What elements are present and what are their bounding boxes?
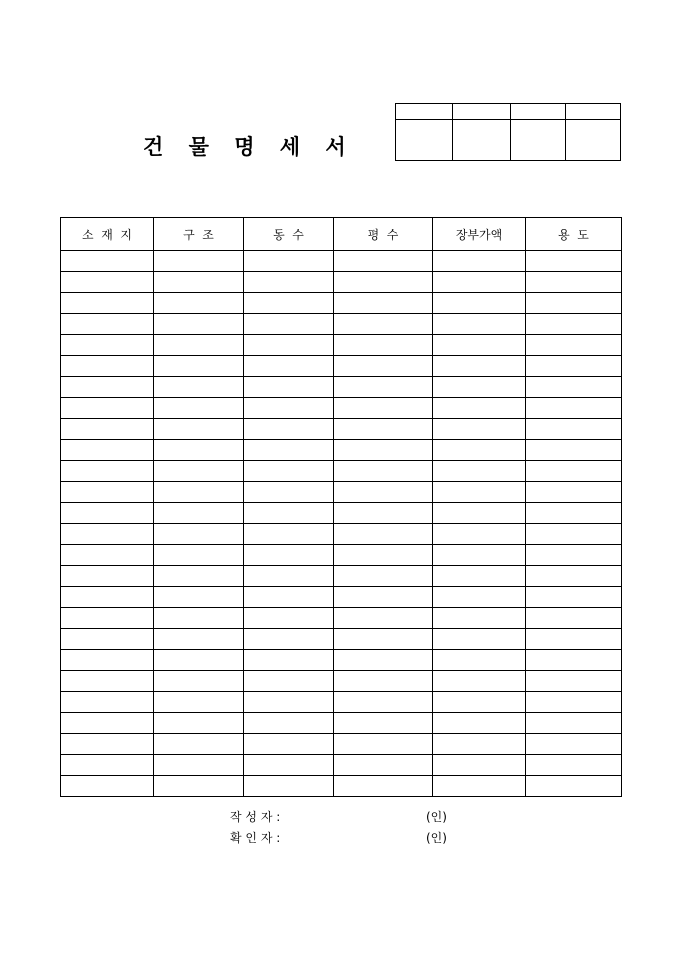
cell-usage[interactable] [526,524,622,545]
cell-building-count[interactable] [244,251,334,272]
cell-usage[interactable] [526,503,622,524]
cell-building-count[interactable] [244,734,334,755]
author-seal-mark: (인) [426,810,447,824]
table-row [61,713,622,734]
cell-book-value[interactable] [433,566,526,587]
verifier-seal-mark: (인) [426,831,447,845]
signature-row-verifier [0,829,680,847]
approval-sign-cell[interactable] [511,120,566,161]
table-row [61,482,622,503]
cell-location[interactable] [61,356,154,377]
cell-floor-area[interactable] [334,293,433,314]
cell-structure[interactable] [154,398,244,419]
cell-usage[interactable] [526,608,622,629]
table-row [61,461,622,482]
cell-usage[interactable] [526,545,622,566]
approval-header-cell[interactable] [511,104,566,120]
cell-structure[interactable] [154,440,244,461]
cell-usage[interactable] [526,356,622,377]
cell-location[interactable] [61,440,154,461]
cell-floor-area[interactable] [334,482,433,503]
table-row [61,356,622,377]
cell-location[interactable] [61,251,154,272]
cell-location[interactable] [61,482,154,503]
cell-usage[interactable] [526,755,622,776]
cell-usage[interactable] [526,713,622,734]
cell-building-count[interactable] [244,482,334,503]
cell-building-count[interactable] [244,440,334,461]
cell-book-value[interactable] [433,755,526,776]
cell-structure[interactable] [154,776,244,797]
cell-usage[interactable] [526,734,622,755]
cell-structure[interactable] [154,524,244,545]
cell-building-count[interactable] [244,545,334,566]
cell-building-count[interactable] [244,755,334,776]
cell-usage[interactable] [526,272,622,293]
cell-floor-area[interactable] [334,524,433,545]
approval-sign-cell[interactable] [396,120,453,161]
cell-structure[interactable] [154,713,244,734]
cell-structure[interactable] [154,335,244,356]
cell-location[interactable] [61,650,154,671]
cell-building-count[interactable] [244,776,334,797]
cell-building-count[interactable] [244,293,334,314]
cell-book-value[interactable] [433,398,526,419]
cell-location[interactable] [61,692,154,713]
cell-building-count[interactable] [244,671,334,692]
cell-structure[interactable] [154,377,244,398]
cell-floor-area[interactable] [334,440,433,461]
cell-usage[interactable] [526,335,622,356]
cell-building-count[interactable] [244,524,334,545]
table-row [61,566,622,587]
cell-building-count[interactable] [244,587,334,608]
table-row [61,755,622,776]
cell-book-value[interactable] [433,545,526,566]
cell-floor-area[interactable] [334,503,433,524]
cell-book-value[interactable] [433,461,526,482]
cell-structure[interactable] [154,587,244,608]
cell-location[interactable] [61,314,154,335]
cell-structure[interactable] [154,293,244,314]
cell-book-value[interactable] [433,671,526,692]
cell-location[interactable] [61,272,154,293]
cell-book-value[interactable] [433,377,526,398]
cell-book-value[interactable] [433,272,526,293]
cell-building-count[interactable] [244,692,334,713]
cell-floor-area[interactable] [334,377,433,398]
cell-location[interactable] [61,524,154,545]
cell-book-value[interactable] [433,482,526,503]
cell-book-value[interactable] [433,314,526,335]
cell-usage[interactable] [526,293,622,314]
document-title: 건 물 명 세 서 [143,134,355,159]
cell-book-value[interactable] [433,650,526,671]
cell-structure[interactable] [154,629,244,650]
cell-book-value[interactable] [433,524,526,545]
cell-floor-area[interactable] [334,671,433,692]
ledger-header-row [61,218,622,251]
cell-location[interactable] [61,734,154,755]
cell-location[interactable] [61,335,154,356]
approval-header-cell[interactable] [396,104,453,120]
cell-structure[interactable] [154,482,244,503]
cell-building-count[interactable] [244,566,334,587]
cell-building-count[interactable] [244,503,334,524]
cell-location[interactable] [61,377,154,398]
column-header-floor-area: 평 수 [334,218,433,251]
table-row [61,734,622,755]
cell-structure[interactable] [154,356,244,377]
table-row [61,398,622,419]
cell-floor-area[interactable] [334,545,433,566]
cell-floor-area[interactable] [334,713,433,734]
cell-floor-area[interactable] [334,692,433,713]
table-row [61,587,622,608]
table-row [61,692,622,713]
cell-book-value[interactable] [433,608,526,629]
cell-usage[interactable] [526,461,622,482]
cell-book-value[interactable] [433,356,526,377]
cell-book-value[interactable] [433,587,526,608]
table-row [61,629,622,650]
building-ledger-table [60,217,622,797]
cell-building-count[interactable] [244,272,334,293]
cell-location[interactable] [61,566,154,587]
cell-location[interactable] [61,713,154,734]
cell-building-count[interactable] [244,461,334,482]
approval-sign-cell[interactable] [453,120,511,161]
table-row [61,293,622,314]
column-header-usage: 용 도 [526,218,622,251]
cell-structure[interactable] [154,272,244,293]
cell-book-value[interactable] [433,293,526,314]
table-row [61,650,622,671]
cell-book-value[interactable] [433,419,526,440]
verifier-label: 확 인 자 : [230,831,281,845]
cell-floor-area[interactable] [334,629,433,650]
table-row [61,503,622,524]
cell-usage[interactable] [526,566,622,587]
cell-floor-area[interactable] [334,461,433,482]
cell-floor-area[interactable] [334,734,433,755]
cell-building-count[interactable] [244,650,334,671]
table-row [61,776,622,797]
cell-structure[interactable] [154,734,244,755]
cell-building-count[interactable] [244,398,334,419]
cell-floor-area[interactable] [334,335,433,356]
cell-book-value[interactable] [433,734,526,755]
approval-header-cell[interactable] [566,104,621,120]
cell-structure[interactable] [154,650,244,671]
cell-usage[interactable] [526,650,622,671]
cell-location[interactable] [61,776,154,797]
cell-floor-area[interactable] [334,608,433,629]
cell-building-count[interactable] [244,377,334,398]
cell-building-count[interactable] [244,335,334,356]
cell-usage[interactable] [526,776,622,797]
column-header-structure: 구 조 [154,218,244,251]
cell-structure[interactable] [154,419,244,440]
approval-box [395,103,621,161]
cell-location[interactable] [61,461,154,482]
cell-floor-area[interactable] [334,356,433,377]
cell-structure[interactable] [154,566,244,587]
cell-floor-area[interactable] [334,314,433,335]
cell-book-value[interactable] [433,692,526,713]
cell-usage[interactable] [526,587,622,608]
cell-location[interactable] [61,755,154,776]
cell-book-value[interactable] [433,629,526,650]
cell-usage[interactable] [526,440,622,461]
cell-floor-area[interactable] [334,398,433,419]
author-label: 작 성 자 : [230,810,281,824]
signature-row-author [0,808,680,826]
cell-building-count[interactable] [244,314,334,335]
cell-structure[interactable] [154,671,244,692]
table-row [61,335,622,356]
column-header-location: 소 재 지 [61,218,154,251]
approval-sign-row [396,120,621,161]
cell-structure[interactable] [154,692,244,713]
cell-book-value[interactable] [433,335,526,356]
table-row [61,272,622,293]
table-row [61,440,622,461]
cell-structure[interactable] [154,314,244,335]
table-row [61,251,622,272]
cell-floor-area[interactable] [334,650,433,671]
table-row [61,419,622,440]
table-row [61,608,622,629]
approval-sign-cell[interactable] [566,120,621,161]
cell-book-value[interactable] [433,713,526,734]
cell-floor-area[interactable] [334,776,433,797]
cell-usage[interactable] [526,692,622,713]
cell-location[interactable] [61,545,154,566]
cell-building-count[interactable] [244,713,334,734]
table-row [61,377,622,398]
cell-structure[interactable] [154,755,244,776]
cell-building-count[interactable] [244,419,334,440]
approval-header-cell[interactable] [453,104,511,120]
column-header-building-count: 동 수 [244,218,334,251]
approval-header-row [396,104,621,120]
cell-location[interactable] [61,608,154,629]
cell-location[interactable] [61,398,154,419]
cell-location[interactable] [61,671,154,692]
cell-building-count[interactable] [244,356,334,377]
cell-location[interactable] [61,503,154,524]
cell-structure[interactable] [154,503,244,524]
table-row [61,524,622,545]
cell-floor-area[interactable] [334,566,433,587]
cell-location[interactable] [61,419,154,440]
cell-usage[interactable] [526,629,622,650]
cell-structure[interactable] [154,545,244,566]
cell-building-count[interactable] [244,629,334,650]
cell-location[interactable] [61,587,154,608]
cell-structure[interactable] [154,251,244,272]
cell-location[interactable] [61,629,154,650]
cell-usage[interactable] [526,251,622,272]
table-row [61,545,622,566]
cell-book-value[interactable] [433,440,526,461]
cell-structure[interactable] [154,608,244,629]
cell-usage[interactable] [526,377,622,398]
cell-building-count[interactable] [244,608,334,629]
ledger-body [61,251,622,797]
cell-usage[interactable] [526,314,622,335]
cell-floor-area[interactable] [334,251,433,272]
column-header-book-value: 장부가액 [433,218,526,251]
cell-floor-area[interactable] [334,587,433,608]
table-row [61,671,622,692]
cell-location[interactable] [61,293,154,314]
cell-book-value[interactable] [433,776,526,797]
cell-floor-area[interactable] [334,755,433,776]
cell-usage[interactable] [526,671,622,692]
cell-usage[interactable] [526,419,622,440]
cell-usage[interactable] [526,482,622,503]
table-row [61,314,622,335]
cell-book-value[interactable] [433,251,526,272]
cell-structure[interactable] [154,461,244,482]
cell-floor-area[interactable] [334,419,433,440]
cell-usage[interactable] [526,398,622,419]
cell-book-value[interactable] [433,503,526,524]
cell-floor-area[interactable] [334,272,433,293]
